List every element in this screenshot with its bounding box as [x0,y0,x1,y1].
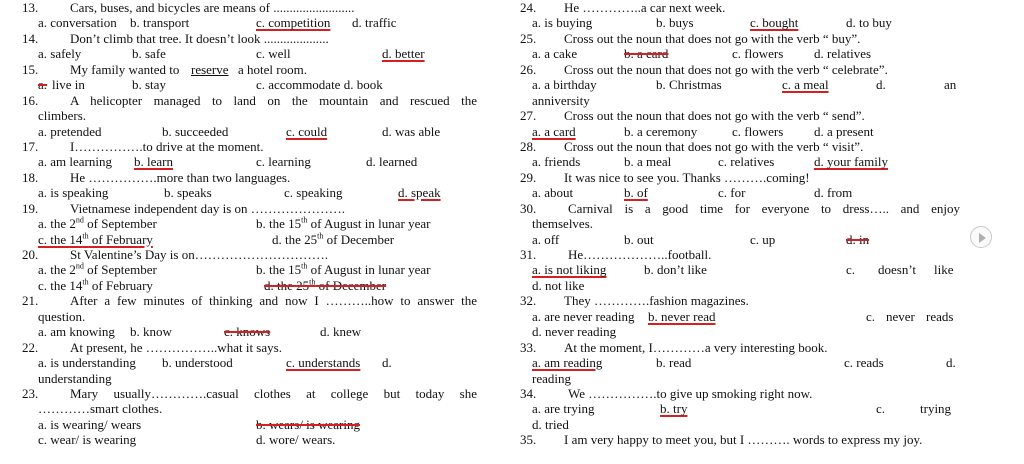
question-text: I…………….to drive at the moment. [70,138,264,154]
answer-option: d. a present [814,123,874,139]
question-number: 23. [22,385,39,401]
answer-line [22,324,477,339]
answer-option: d. never reading [532,324,617,340]
marked-answer-option: c. a meal [782,77,829,93]
question-number: 17. [22,138,39,154]
question-text: He …………..a car next week. [564,0,726,15]
answer-line [520,232,960,247]
answer-option: b. safe [132,46,166,62]
answer-line [22,371,477,386]
answer-option: d. the 25th of December [272,231,395,247]
question-line [520,139,960,154]
question-number: 21. [22,293,39,309]
question-line [22,31,477,46]
question-line [22,386,477,401]
answer-line [22,15,477,30]
question-line [520,247,960,262]
answer-option: doesn’t [878,262,917,278]
answer-option: themselves. [532,216,594,232]
marked-answer-option: c. understands [286,355,361,371]
answer-line [520,154,960,169]
answer-line [520,417,960,432]
answer-option: c. [866,308,876,324]
answer-option: d. [946,355,956,371]
answer-line [520,309,960,324]
question-number: 33. [520,339,537,355]
question-line [520,432,960,447]
answer-option: a. safely [38,46,82,62]
answer-line [520,262,960,277]
answer-option: question. [38,308,86,324]
answer-option: b. out [624,231,654,247]
marked-answer-option: b. try [660,401,688,417]
answer-option: a. friends [532,154,581,170]
answer-option: d. from [814,185,853,201]
marked-answer-option: a. a card [532,123,576,139]
answer-option: b. don’t like [644,262,707,278]
question-line [22,0,477,15]
answer-option: an [944,77,957,93]
question-text: He………………..football. [568,247,712,262]
answer-line [22,77,477,92]
crossed-answer-option: d. in [846,231,870,247]
answer-line [520,15,960,30]
answer-option: c. accommodate d. book [256,77,383,93]
answer-line [22,232,477,247]
question-number: 19. [22,200,39,216]
question-text: Cross out the noun that does not go with the verb “ visit”. [564,138,864,154]
answer-option: a. off [532,231,560,247]
answer-option: d. traffic [352,15,397,31]
question-text: Carnival is a good time for everyone to dress….. and enjoy [568,200,960,216]
question-text: A helicopter managed to land on the mountain and rescued the [70,92,477,108]
answer-option: a. is buying [532,15,593,31]
answer-option: c. learning [256,154,311,170]
question-line [22,247,477,262]
question-text: a hotel room. [238,61,307,77]
crossed-answer-option: d. the 25th of December [264,277,387,293]
answer-option: c. relatives [718,154,775,170]
right-question-column [520,0,960,448]
answer-line [520,278,960,293]
answer-option: a. am learning [38,154,112,170]
question-text: We …………….to give up smoking right now. [568,385,813,401]
question-text: My family wanted to [70,61,180,77]
crossed-answer-option: b. a card [624,46,669,62]
question-number: 13. [22,0,39,15]
answer-option: reading [532,370,571,386]
answer-option: b. the 15th of August in lunar year [256,215,431,232]
answer-option: a. conversation [38,15,117,31]
answer-option: d. [382,355,392,371]
answer-option: c. reads [844,355,884,371]
answer-option: d. tried [532,416,569,432]
answer-line [520,185,960,200]
answer-option: c. the 14th of February [38,277,153,293]
answer-line [22,216,477,231]
marked-answer-option: d. your family [814,154,889,170]
question-number: 22. [22,339,39,355]
answer-line [22,417,477,432]
crossed-answer-option: a. [38,77,48,93]
answer-line [22,401,477,416]
question-text: Vietnamese independent day is on …………………. [70,200,346,216]
answer-option: d. knew [320,324,362,340]
answer-option: a. is wearing/ wears [38,416,142,432]
crossed-answer-option: b. wears/ is wearing [256,416,360,432]
answer-option: a. the 2nd of September [38,215,157,232]
answer-option: c. for [718,185,746,201]
question-text: I am very happy to meet you, but I ………. words to express my joy. [564,432,923,448]
answer-option: b. know [130,324,172,340]
answer-option: a. about [532,185,574,201]
question-line [22,170,477,185]
question-line [520,108,960,123]
marked-answer-option: a. am reading [532,355,603,371]
answer-option: c. wear/ is wearing [38,432,137,448]
answer-line [22,355,477,370]
answer-option: c. well [256,46,291,62]
answer-line [520,401,960,416]
answer-line [520,216,960,231]
answer-option: c. flowers [732,123,784,139]
answer-option: b. succeeded [162,123,229,139]
answer-option: a. is speaking [38,185,109,201]
marked-answer-option: b. of [624,185,648,201]
answer-option: d. [876,77,886,93]
answer-option: d. wore/ wears. [256,432,336,448]
question-number: 25. [520,30,537,46]
answer-option: c. speaking [284,185,343,201]
answer-option: trying [920,401,952,417]
answer-option: b. transport [130,15,190,31]
marked-answer-option: c. could [286,123,328,139]
answer-option: b. understood [162,355,233,371]
answer-option: b. buys [656,15,694,31]
answer-line [520,46,960,61]
answer-option: b. stay [132,77,166,93]
question-line [520,31,960,46]
answer-option: reads [926,308,954,324]
answer-option: c. up [750,231,776,247]
question-number: 34. [520,385,537,401]
question-number: 27. [520,108,537,124]
question-text: St Valentine’s Day is on…………………………. [70,247,328,262]
question-line [520,201,960,216]
answer-line [22,124,477,139]
answer-option: b. a ceremony [624,123,698,139]
question-number: 18. [22,169,39,185]
answer-option: a. are never reading [532,308,635,324]
answer-line [22,278,477,293]
question-number: 26. [520,61,537,77]
question-number: 31. [520,247,537,262]
question-number: 20. [22,247,39,262]
answer-option: d. was able [382,123,441,139]
answer-option: b. speaks [164,185,212,201]
question-number: 29. [520,169,537,185]
question-line [22,93,477,108]
answer-line [520,324,960,339]
answer-line [520,371,960,386]
underlined-keyword: reserve [191,61,229,77]
answer-line [520,93,960,108]
answer-option: c. [846,262,856,278]
answer-option: a. are trying [532,401,595,417]
question-text: Cars, buses, and bicycles are means of ......................... [70,0,355,15]
answer-option: b. the 15th of August in lunar year [256,262,431,278]
question-line [520,62,960,77]
answer-option: a. pretended [38,123,102,139]
question-line [22,201,477,216]
question-number: 24. [520,0,537,15]
answer-option: c. flowers [732,46,784,62]
marked-answer-option: d. speak [398,185,441,201]
question-number: 14. [22,30,39,46]
question-number: 30. [520,200,537,216]
question-text: They ………….fashion magazines. [564,293,749,309]
answer-option: c. [876,401,886,417]
marked-answer-option: d. better [382,46,425,62]
answer-option: a. is understanding [38,355,136,371]
question-text: Don’t climb that tree. It doesn’t look .................... [70,30,329,46]
answer-option: d. relatives [814,46,872,62]
question-text: At present, he ……………..what it says. [70,339,282,355]
question-number: 32. [520,293,537,309]
answer-line [22,46,477,61]
answer-option: anniversity [532,92,590,108]
answer-option: b. a meal [624,154,672,170]
answer-line [22,432,477,447]
question-line [22,340,477,355]
question-line [520,386,960,401]
marked-answer-option: c. competition [256,15,331,31]
marked-answer-option: b. learn [134,154,173,170]
answer-option: live in [52,77,85,93]
question-text: At the moment, I…………a very interesting book. [564,339,828,355]
crossed-answer-option: c. knows [224,324,271,340]
answer-option: understanding [38,370,112,386]
answer-line [520,77,960,92]
answer-option: a. a birthday [532,77,597,93]
question-line [22,293,477,308]
question-number: 15. [22,61,39,77]
answer-option: …………smart clothes. [38,401,163,417]
answer-line [22,108,477,123]
question-text: It was nice to see you. Thanks ……….coming! [564,169,810,185]
answer-line [22,154,477,169]
left-question-column [22,0,477,448]
question-line [520,0,960,15]
question-line [520,293,960,308]
answer-option: d. to buy [846,15,892,31]
answer-line [22,262,477,277]
answer-line [22,309,477,324]
marked-answer-option: a. is not liking [532,262,607,278]
question-text: He …………….more than two languages. [70,169,291,185]
play-circle-icon[interactable] [970,226,992,248]
answer-option: like [934,262,954,278]
answer-option: a. the 2nd of September [38,262,157,278]
question-text: Cross out the noun that does not go with the verb “ send”. [564,108,865,124]
question-line [520,170,960,185]
question-line [520,340,960,355]
question-text: Cross out the noun that does not go with the verb “ buy”. [564,30,861,46]
question-text: Cross out the noun that does not go with the verb “ celebrate”. [564,61,888,77]
marked-answer-option: c. bought [750,15,799,31]
marked-answer-option: b. never read [648,308,716,324]
question-line [22,62,477,77]
answer-option: d. learned [366,154,418,170]
answer-option: climbers. [38,108,87,124]
answer-option: a. a cake [532,46,578,62]
answer-line [22,185,477,200]
answer-option: a. am knowing [38,324,115,340]
question-text: Mary usually………….casual clothes at college but today she [70,385,477,401]
answer-line [520,355,960,370]
answer-option: b. read [656,355,692,371]
answer-option: b. Christmas [656,77,722,93]
answer-option: never [886,308,915,324]
question-number: 28. [520,138,537,154]
answer-line [520,124,960,139]
question-number: 35. [520,432,537,448]
question-number: 16. [22,92,39,108]
answer-option: d. not like [532,277,585,293]
marked-answer-option: c. the 14th of February [38,231,153,247]
question-line [22,139,477,154]
question-text: After a few minutes of thinking and now I ………..how to answer the [70,293,477,309]
